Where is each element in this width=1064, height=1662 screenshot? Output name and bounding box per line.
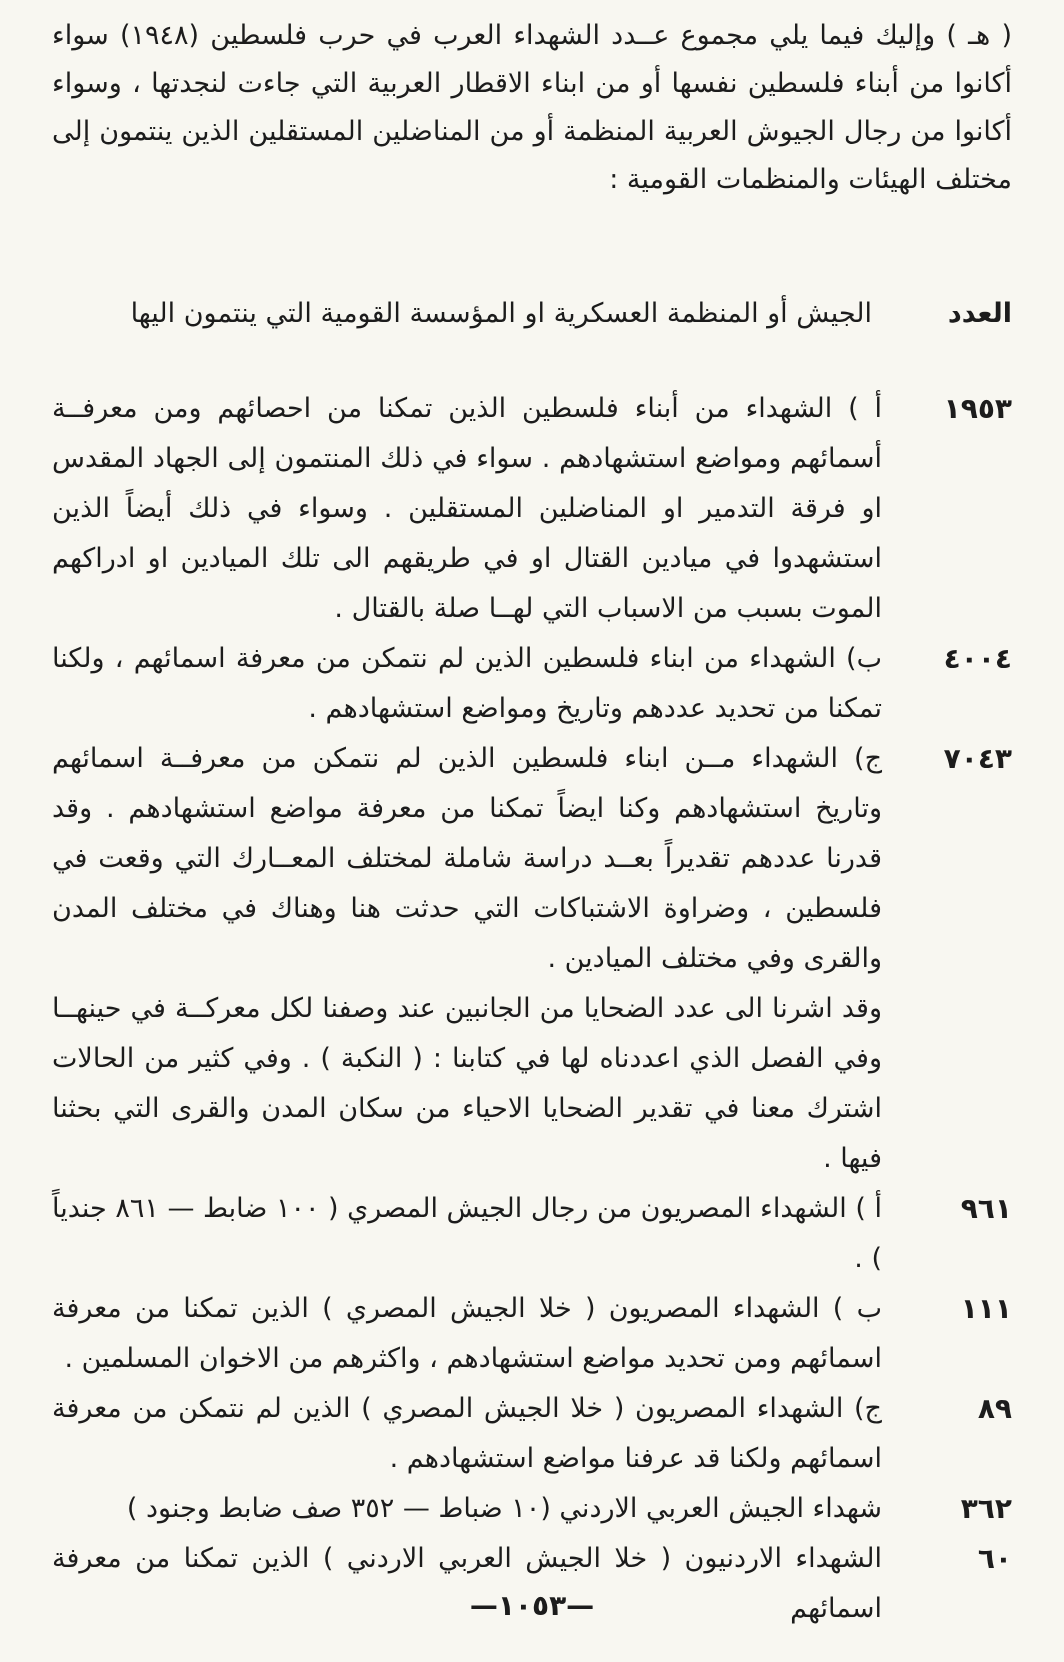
organization-column-header: الجيش أو المنظمة العسكرية او المؤسسة القومية التي ينتمون اليها xyxy=(130,298,872,329)
entries-list xyxy=(52,384,1012,1634)
entry-row xyxy=(52,384,1012,634)
note-paragraph: وقد اشرنا الى عدد الضحايا من الجانبين عند وصفنا لكل معركــة في حينهــا وفي الفصل الذي اعددناه لها في كتابنا : ( النكبة ) . وفي كثير من الحالات اشترك معنا في تقدير الضحايا الاحياء من سكان المدن والقرى التي بحثنا فيها . xyxy=(52,993,882,1174)
entry-text: أ ) الشهداء من أبناء فلسطين الذين تمكنا من احصائهم ومن معرفــة أسمائهم ومواضع استشهادهم . سواء في ذلك المنتمون إلى الجهاد المقدس او فرقة التدمير او المناضلين المستقلين . وسواء في ذلك أيضاً الذين استشهدوا في ميادين القتال او في طريقهم الى تلك الميادين او ادراكهم الموت بسبب من الاسباب التي لهــا صلة بالقتال . xyxy=(52,393,882,624)
entry-number: ١١١ xyxy=(960,1292,1012,1325)
entry-row xyxy=(52,1284,1012,1384)
entry-row xyxy=(52,1384,1012,1484)
entry-number: ٦٠ xyxy=(977,1542,1012,1575)
entry-number: ٣٦٢ xyxy=(960,1492,1012,1525)
entry-text: ب) الشهداء من ابناء فلسطين الذين لم نتمكن من معرفة اسمائهم ، ولكنا تمكنا من تحديد عددهم وتاريخ ومواضع استشهادهم . xyxy=(52,643,882,724)
intro-paragraph: ( هـ ) وإليك فيما يلي مجموع عــدد الشهداء العرب في حرب فلسطين (١٩٤٨) سواء أكانوا من أبناء فلسطين نفسها أو من ابناء الاقطار العربية التي جاءت لنجدتها ، وسواء أكانوا من رجال الجيوش العربية المنظمة أو من المناضلين المستقلين الذين ينتمون إلى مختلف الهيئات والمنظمات القومية : xyxy=(52,20,1013,195)
entry-number: ٨٩ xyxy=(977,1392,1012,1425)
page-number: —١٠٥٣— xyxy=(469,1589,595,1622)
entry-row xyxy=(52,734,1012,984)
entry-number: ١٩٥٣ xyxy=(943,392,1012,425)
entry-text: ب ) الشهداء المصريون ( خلا الجيش المصري ) الذين تمكنا من معرفة اسمائهم ومن تحديد مواضع استشهادهم ، واكثرهم من الاخوان المسلمين . xyxy=(52,1293,882,1374)
entry-text: ج) الشهداء المصريون ( خلا الجيش المصري ) الذين لم نتمكن من معرفة اسمائهم ولكنا قد عرفنا مواضع استشهادهم . xyxy=(52,1393,882,1474)
entry-row xyxy=(52,1184,1012,1284)
column-header-row xyxy=(52,290,1012,338)
entry-text: ج) الشهداء مــن ابناء فلسطين الذين لم نتمكن من معرفــة اسمائهم وتاريخ استشهادهم وكنا ايضاً تمكنا من معرفة مواضع استشهادهم . وقد قدرنا عددهم تقديراً بعــد دراسة شاملة لمختلف المعــارك التي وقعت في فلسطين ، وضراوة الاشتباكات التي حدثت هنا وهناك في مختلف المدن والقرى وفي مختلف الميادين . xyxy=(52,743,882,974)
number-column-header: العدد xyxy=(947,298,1012,329)
entry-row xyxy=(52,634,1012,734)
entry-number: ٤٠٠٤ xyxy=(943,642,1012,675)
entry-row xyxy=(52,1484,1012,1534)
entry-number: ٩٦١ xyxy=(960,1192,1012,1225)
entry-text: شهداء الجيش العربي الاردني (١٠ ضباط — ٣٥٢ صف ضابط وجنود ) xyxy=(126,1493,882,1524)
entry-number: ٧٠٤٣ xyxy=(943,742,1012,775)
entry-text: أ ) الشهداء المصريون من رجال الجيش المصري ( ١٠٠ ضابط — ٨٦١ جندياً ) . xyxy=(52,1193,882,1274)
entry-text: الشهداء الاردنيون ( خلا الجيش العربي الاردني ) الذين تمكنا من معرفة اسمائهم xyxy=(52,1543,882,1624)
